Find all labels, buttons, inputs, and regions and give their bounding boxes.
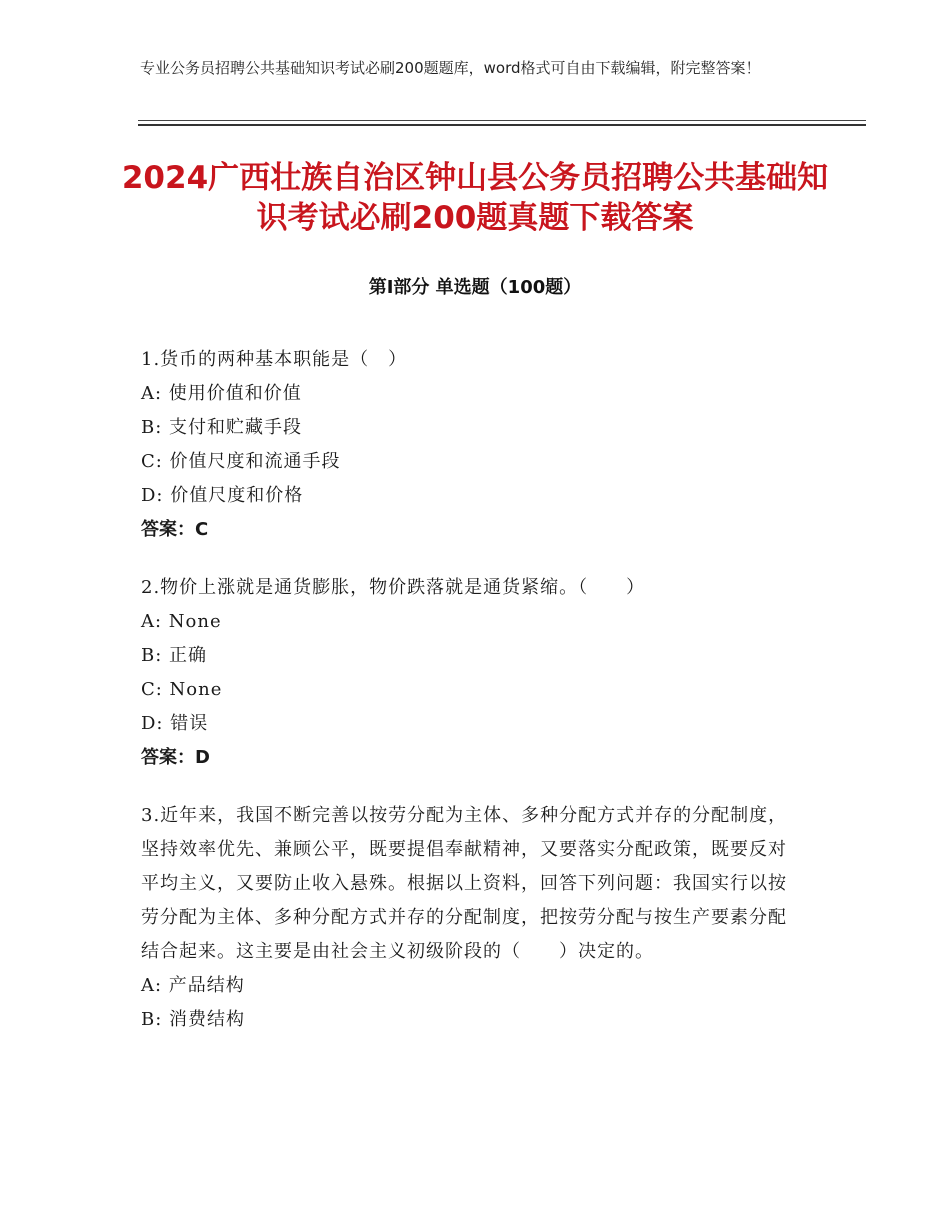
question-stem: 1.货币的两种基本职能是（ ） (141, 349, 408, 370)
option-a: A: 使用价值和价值 (141, 383, 302, 404)
question-stem: 2.物价上涨就是通货膨胀，物价跌落就是通货紧缩。（ ） (141, 577, 646, 598)
header-divider-top (138, 120, 866, 121)
option-b: B: 支付和贮藏手段 (141, 417, 303, 438)
document-title: 2024广西壮族自治区钟山县公务员招聘公共基础知识考试必刷200题真题下载答案 (121, 160, 829, 236)
header-divider-bottom (138, 124, 866, 126)
question-stem: 3.近年来，我国不断完善以按劳分配为主体、多种分配方式并存的分配制度，坚持效率优先、兼顾公平，既要提倡奉献精神，又要落实分配政策，既要反对平均主义，又要防止收入悬殊。根据以上资料，回答下列问题：我国实行以按劳分配为主体、多种分配方式并存的分配制度，把按劳分配与按生产要素分配结合起来。这主要是由社会主义初级阶段的（ ）决定的。 (141, 805, 788, 962)
option-d: D: 价值尺度和价格 (141, 485, 304, 506)
question-1 (141, 343, 801, 547)
answer: 答案：D (141, 747, 210, 768)
question-3 (141, 799, 801, 1037)
option-b: B: 正确 (141, 645, 208, 666)
option-c: C: None (141, 679, 223, 700)
option-a: A: None (141, 611, 222, 632)
answer: 答案：C (141, 519, 209, 540)
section-title: 第Ⅰ部分 单选题（100题） (368, 277, 582, 298)
question-2 (141, 571, 801, 775)
option-a: A: 产品结构 (141, 975, 245, 996)
option-d: D: 错误 (141, 713, 209, 734)
option-b: B: 消费结构 (141, 1009, 246, 1030)
header-note: 专业公务员招聘公共基础知识考试必刷200题题库，word格式可自由下载编辑，附完整答案！ (140, 59, 761, 77)
option-c: C: 价值尺度和流通手段 (141, 451, 341, 472)
question-list (141, 343, 801, 1061)
